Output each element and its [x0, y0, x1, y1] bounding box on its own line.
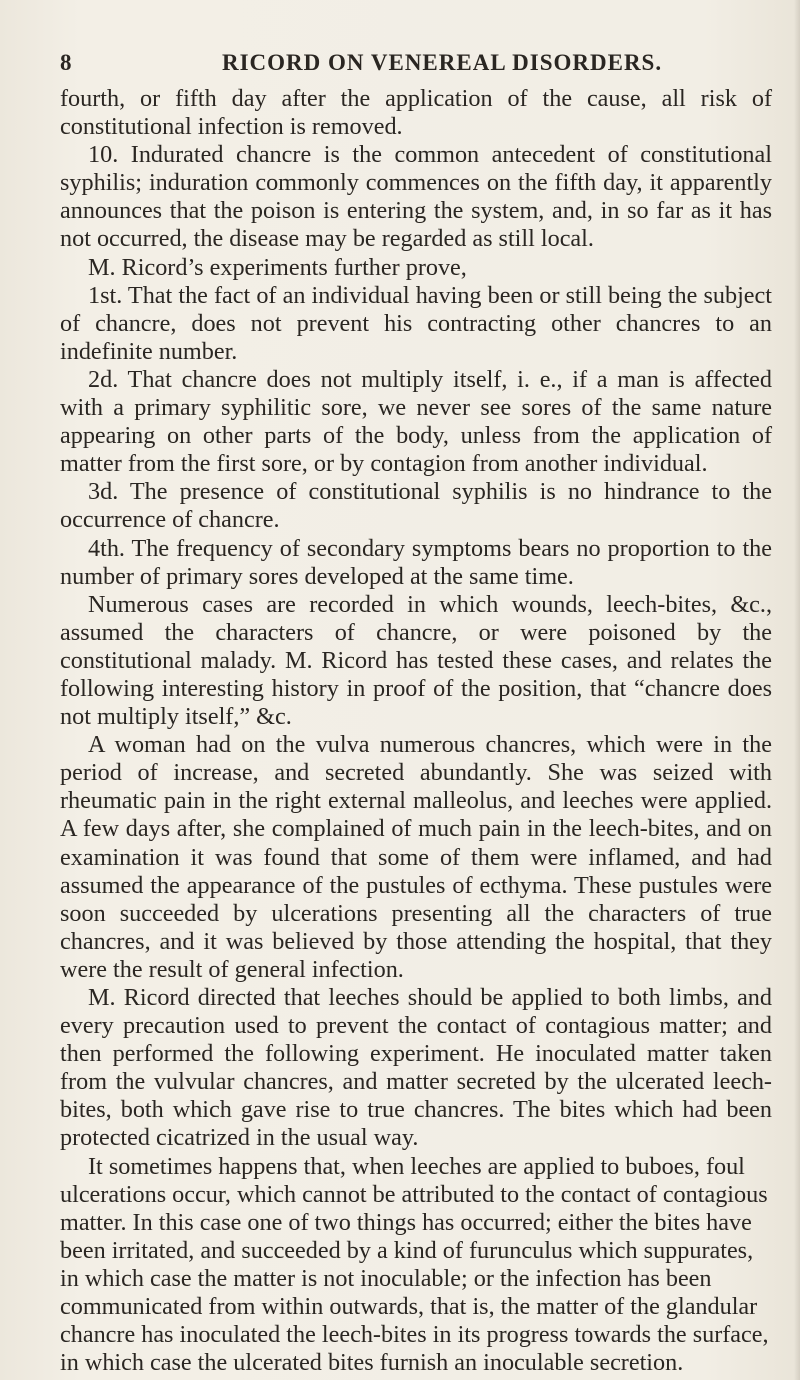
paragraph: 1st. That the fact of an individual having been or still being the subject of chancre, does not prevent his contracting other chancres to an indefinite number.: [60, 281, 772, 365]
running-head: [60, 50, 770, 80]
running-title: RICORD ON VENEREAL DISORDERS.: [222, 50, 663, 75]
paragraph: M. Ricord directed that leeches should be applied to both limbs, and every precaution used to prevent the contact of contagious matter; and then performed the following experiment. He inoculated matter taken from the vulvular chancres, and matter secreted by the ulcerated leech-bites, both which gave rise to true chancres. The bites which had been protected cicatrized in the usual way.: [60, 984, 772, 1152]
paragraph: M. Ricord’s experiments further prove,: [88, 253, 467, 281]
page-number: 8: [60, 50, 73, 75]
paragraph: 2d. That chancre does not multiply itself, i. e., if a man is affected with a primary syphilitic sore, we never see sores of the same nature appearing on other parts of the body, unless from the application of matter from the first sore, or by contagion from another individual.: [60, 365, 772, 478]
body-text: [60, 85, 772, 1377]
page-edge-shadow: [794, 0, 800, 1380]
paragraph: 4th. The frequency of secondary symptoms bears no proportion to the number of primary sores developed at the same time.: [60, 534, 772, 590]
paragraph: fourth, or fifth day after the application of the cause, all risk of constitutional infection is removed.: [60, 85, 772, 141]
paragraph: A woman had on the vulva numerous chancres, which were in the period of increase, and secreted abundantly. She was seized with rheumatic pain in the right external malleolus, and leeches were applied. A few days after, she complained of much pain in the leech-bites, and on examination it was found that some of them were inflamed, and had assumed the appearance of the pustules of ecthyma. These pustules were soon succeeded by ulcerations presenting all the characters of true chancres, and it was believed by those attending the hospital, that they were the result of general infection.: [60, 731, 772, 983]
paragraph: 3d. The presence of constitutional syphilis is no hindrance to the occurrence of chancre.: [60, 478, 772, 534]
paragraph: It sometimes happens that, when leeches are applied to buboes, foul ulcerations occur, which cannot be attributed to the contact of contagious matter. In this case one of two things has occurred; either the bites have been irritated, and succeeded by a kind of furunculus which suppurates, in which case the matter is not inoculable; or the infection has been communicated from within outwards, that is, the matter of the glandular chancre has inoculated the leech-bites in its progress towards the surface, in which case the ulcerated bites furnish an inoculable secretion.: [60, 1152, 769, 1377]
paragraph: Numerous cases are recorded in which wounds, leech-bites, &c., assumed the characters of chancre, or were poisoned by the constitutional malady. M. Ricord has tested these cases, and relates the following interesting history in proof of the position, that “chancre does not multiply itself,” &c.: [60, 590, 772, 731]
paragraph: 10. Indurated chancre is the common antecedent of constitutional syphilis; induration commonly commences on the fifth day, it apparently announces that the poison is entering the system, and, in so far as it has not occurred, the disease may be regarded as still local.: [60, 141, 772, 253]
